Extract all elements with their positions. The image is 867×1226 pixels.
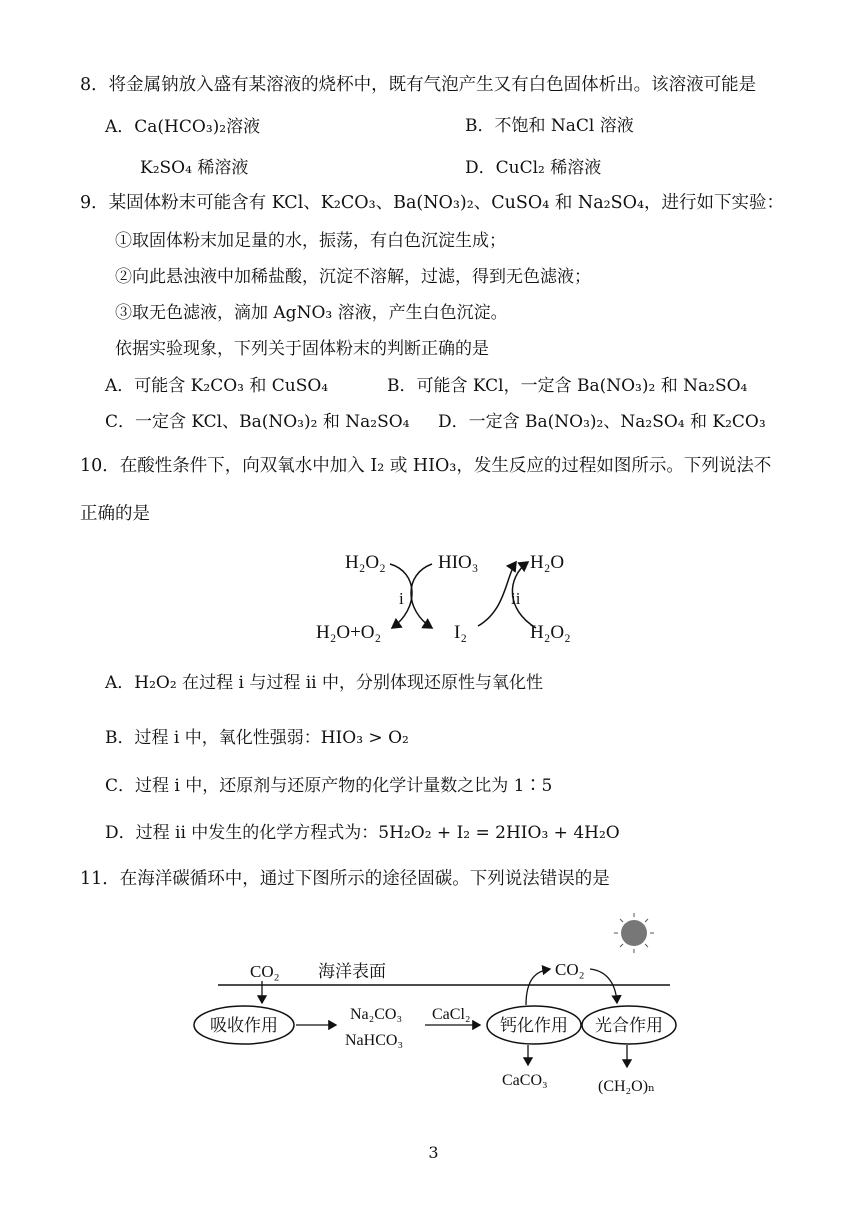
q11-co2-mid: CO₂: [555, 960, 585, 979]
q11-carbon-cycle-diagram: [180, 905, 700, 1105]
q9-option-b: B．可能含 KCl，一定含 Ba(NO₃)₂ 和 Na₂SO₄: [387, 376, 748, 396]
q11-cacl2: CaCl₂: [432, 1006, 471, 1023]
q10-stem-line1: 10．在酸性条件下，向双氧水中加入 I₂ 或 HIO₃，发生反应的过程如图所示。下列说法不: [80, 456, 772, 476]
q11-nahco3: NaHCO₃: [345, 1032, 404, 1049]
q11-absorb: 吸收作用: [210, 1016, 278, 1035]
q11-caco3: CaCO₃: [502, 1072, 548, 1089]
q10-option-c: C．过程 i 中，还原剂与还原产物的化学计量数之比为 1∶5: [105, 776, 553, 796]
q9-option-c: C．一定含 KCl、Ba(NO₃)₂ 和 Na₂SO₄: [105, 412, 410, 432]
q8-option-d: D．CuCl₂ 稀溶液: [465, 158, 602, 178]
q9-step-3: ③取无色滤液，滴加 AgNO₃ 溶液，产生白色沉淀。: [115, 303, 508, 323]
q10-label-ii: ii: [511, 589, 521, 608]
q10-option-b: B．过程 i 中，氧化性强弱：HIO₃ > O₂: [105, 728, 409, 748]
q11-calcify: 钙化作用: [500, 1016, 568, 1035]
q10-stem-line2: 正确的是: [80, 504, 150, 524]
q9-option-a: A．可能含 K₂CO₃ 和 CuSO₄: [105, 376, 329, 396]
q11-arrow-co2-photo: [590, 969, 617, 1003]
q8-option-a: A．Ca(HCO₃)₂溶液: [105, 117, 261, 137]
q10-arrow-i-right: [411, 564, 432, 628]
q10-reaction-diagram: [300, 540, 600, 650]
q11-ch2o: (CH₂O)ₙ: [598, 1078, 655, 1095]
q9-step-1: ①取固体粉末加足量的水，振荡，有白色沉淀生成；: [115, 231, 506, 251]
q11-arrow-calcify-co2: [526, 969, 550, 1005]
q8-option-c: K₂SO₄ 稀溶液: [140, 158, 249, 178]
page-number: 3: [428, 1143, 439, 1162]
sun-icon: [614, 913, 654, 953]
q9-stem: 9．某固体粉末可能含有 KCl、K₂CO₃、Ba(NO₃)₂、CuSO₄ 和 Na₂SO₄，进行如下实验：: [80, 193, 785, 213]
q11-na2co3: Na₂CO₃: [350, 1006, 403, 1023]
q11-co2-left: CO₂: [250, 962, 280, 981]
q9-step-2: ②向此悬浊液中加稀盐酸，沉淀不溶解，过滤，得到无色滤液；: [115, 267, 591, 287]
q10-h2o2-left: H₂O₂: [345, 552, 386, 573]
q10-h2o-right: H₂O: [530, 552, 565, 573]
q10-i2: I₂: [454, 622, 467, 643]
q9-option-d: D．一定含 Ba(NO₃)₂、Na₂SO₄ 和 K₂CO₃: [438, 412, 766, 432]
q10-option-d: D．过程 ii 中发生的化学方程式为：5H₂O₂ + I₂ = 2HIO₃ + 4H₂O: [105, 823, 620, 843]
q10-label-i: i: [399, 589, 404, 608]
q11-ocean-surface: 海洋表面: [318, 962, 386, 981]
q10-h2o-o2: H₂O+O₂: [316, 622, 382, 643]
q8-option-b: B．不饱和 NaCl 溶液: [465, 116, 634, 136]
q10-option-a: A．H₂O₂ 在过程 i 与过程 ii 中，分别体现还原性与氧化性: [105, 673, 543, 693]
q9-ask: 依据实验现象，下列关于固体粉末的判断正确的是: [115, 339, 489, 359]
q10-h2o2-right: H₂O₂: [530, 622, 571, 643]
q11-stem: 11．在海洋碳循环中，通过下图所示的途径固碳。下列说法错误的是: [80, 869, 610, 889]
q8-stem: 8．将金属钠放入盛有某溶液的烧杯中，既有气泡产生又有白色固体析出。该溶液可能是: [80, 75, 757, 95]
q10-hio3: HIO₃: [438, 552, 479, 573]
q11-photo: 光合作用: [595, 1016, 663, 1035]
